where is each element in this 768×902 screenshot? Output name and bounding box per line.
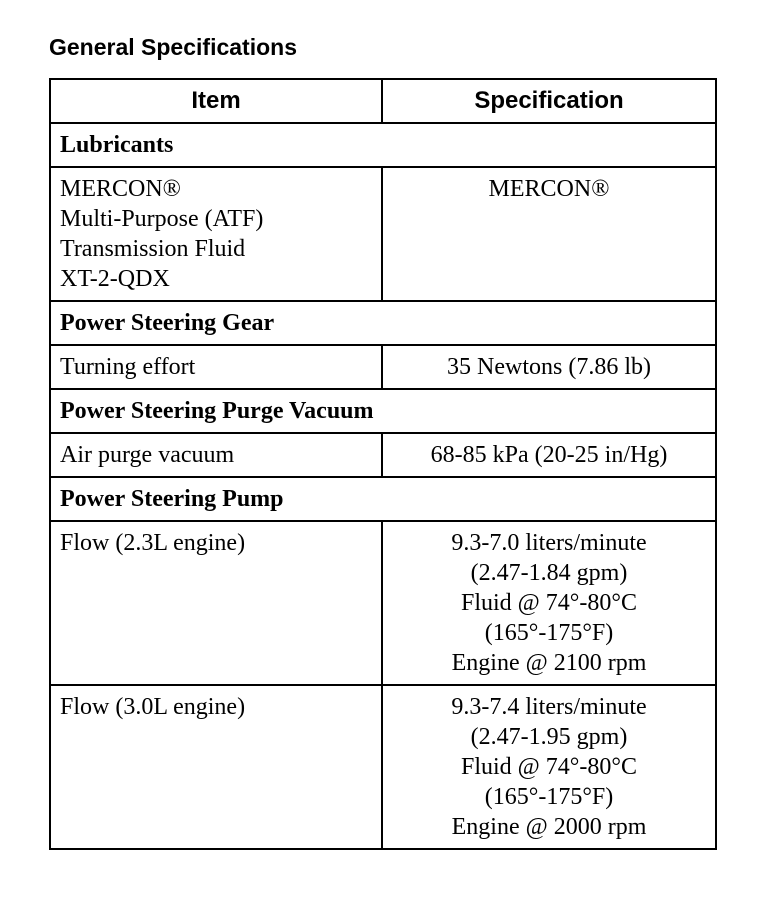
section-row-power-steering-pump xyxy=(50,477,716,521)
spec-line: Engine @ 2100 rpm xyxy=(451,650,647,676)
header-specification: Specification xyxy=(382,79,716,123)
spec-cell xyxy=(382,521,716,685)
item-line: Turning effort xyxy=(60,354,196,380)
item-cell xyxy=(50,685,382,849)
spec-line: 9.3-7.0 liters/minute xyxy=(451,530,647,556)
spec-line: Fluid @ 74°-80°C xyxy=(461,754,637,780)
spec-cell xyxy=(382,433,716,477)
table-row xyxy=(50,167,716,301)
spec-line: Fluid @ 74°-80°C xyxy=(461,590,637,616)
spec-line: 9.3-7.4 liters/minute xyxy=(451,694,647,720)
section-row-lubricants xyxy=(50,123,716,167)
section-title: Power Steering Purge Vacuum xyxy=(50,389,716,433)
spec-cell xyxy=(382,685,716,849)
item-line: Transmission Fluid xyxy=(60,236,246,262)
item-cell xyxy=(50,345,382,389)
spec-cell xyxy=(382,345,716,389)
section-title: Power Steering Gear xyxy=(50,301,716,345)
item-line: Air purge vacuum xyxy=(60,442,235,468)
item-cell xyxy=(50,167,382,301)
item-line: Flow (3.0L engine) xyxy=(60,694,246,720)
section-title: Lubricants xyxy=(50,123,716,167)
item-cell xyxy=(50,433,382,477)
spec-line: 68-85 kPa (20-25 in/Hg) xyxy=(430,442,668,468)
item-line: MERCON® xyxy=(60,176,181,202)
page-title: General Specifications xyxy=(49,34,297,60)
table-row xyxy=(50,345,716,389)
item-line: Flow (2.3L engine) xyxy=(60,530,246,556)
table-row xyxy=(50,685,716,849)
spec-line: Engine @ 2000 rpm xyxy=(451,814,647,840)
spec-cell xyxy=(382,167,716,301)
header-item: Item xyxy=(50,79,382,123)
spec-line: (165°-175°F) xyxy=(484,620,614,646)
spec-line: 35 Newtons (7.86 lb) xyxy=(447,354,651,380)
table-row xyxy=(50,433,716,477)
spec-line: MERCON® xyxy=(488,176,610,202)
spec-line: (2.47-1.84 gpm) xyxy=(470,560,628,586)
item-line: Multi-Purpose (ATF) xyxy=(60,206,264,232)
item-cell xyxy=(50,521,382,685)
section-title: Power Steering Pump xyxy=(50,477,716,521)
spec-line: (2.47-1.95 gpm) xyxy=(470,724,628,750)
section-row-power-steering-gear xyxy=(50,301,716,345)
spec-line: (165°-175°F) xyxy=(484,784,614,810)
section-row-power-steering-purge-vacuum xyxy=(50,389,716,433)
table-row xyxy=(50,521,716,685)
specifications-table xyxy=(49,78,717,850)
item-line: XT-2-QDX xyxy=(60,266,170,292)
table-header-row xyxy=(50,79,716,123)
